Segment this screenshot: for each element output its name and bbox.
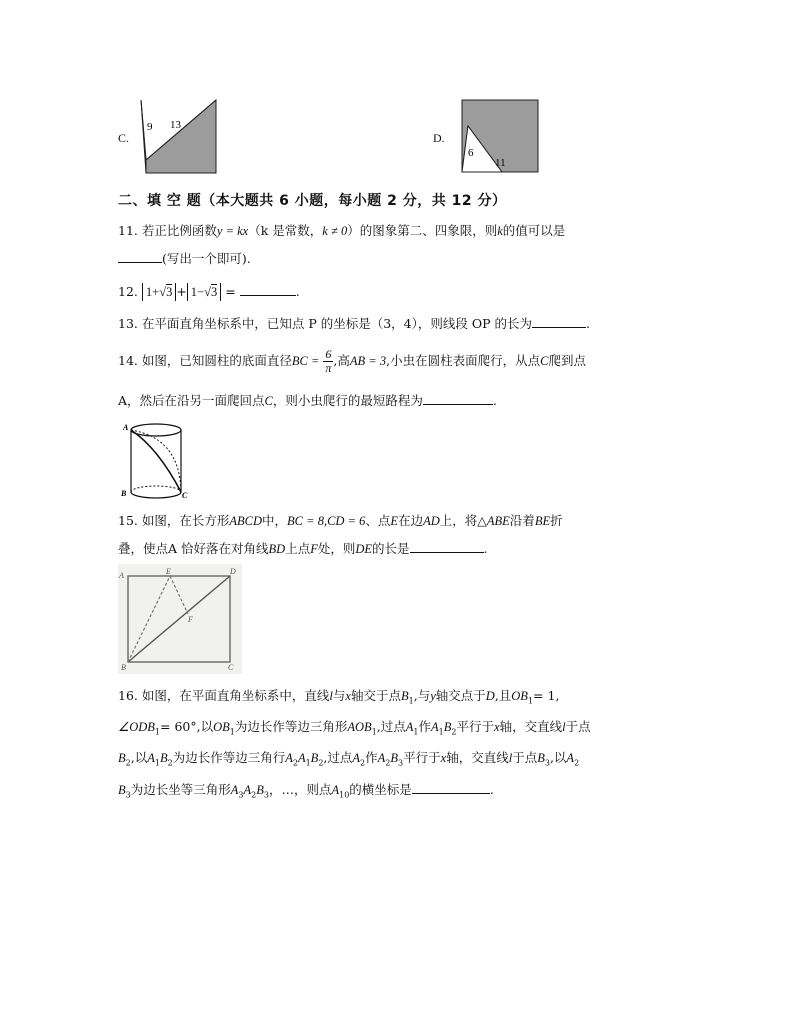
option-d-label: D. [433,131,445,145]
q15-number: 15. [118,513,138,528]
question-13: 13. 在平面直角坐标系中，已知点 P 的坐标是（3，4），则线段 OP 的长为 . [118,316,590,331]
rect-label-c: C [228,663,234,672]
figure-d [458,98,540,174]
question-16-line3: $B_2$,以$A_1B_2$为边长作等边三角行$A_2A_1B_2$,过点$A_2$作$A_2B_3$平行于x轴，交直线l于点$B_3$,以$A_2$ [118,750,580,768]
cylinder-figure [118,418,194,502]
rect-label-f: F [188,615,193,624]
q11-formula: y = kx [216,224,249,238]
question-16-line2: $\angle ODB_1= 60^\circ$,以$OB_1$为边长作等边三角形$AOB_1$,过点$A_1$作$A_1B_2$平行于x轴，交直线l于点 [118,719,591,737]
rect-label-a: A [119,571,124,580]
q13-number: 13. [118,316,138,331]
q11-text-1: 若正比例函数 [141,223,217,238]
q11-answer-blank[interactable] [118,250,162,263]
q12-number: 12. [118,284,138,299]
q11-number: 11. [118,223,138,238]
q12-abs-2: 1−√3 [187,283,221,301]
cylinder-label-a: A [123,423,129,432]
question-11 [118,222,565,240]
figure-c-shape [141,100,216,173]
q11-condition: k ≠ 0 [322,224,348,238]
q11-k: k [497,224,503,238]
question-15-line2: 叠，使点A 恰好落在对角线BD上点F处，则DE的长是 . [118,541,488,556]
cylinder-label-c: C [182,491,188,500]
question-14: 14. 如图，已知圆柱的底面直径BC = $\frac{6}{\pi}$ ,高AB = 3,小虫在圆柱表面爬行，从点C爬到点 [118,347,586,375]
q11-text-4: 的值可以是 [502,223,566,238]
question-12: 12. 1+√3 + 1−√3 = . [118,284,300,299]
q16-answer-blank[interactable] [412,781,490,794]
section-title: 二、填 空 题（本大题共 6 小题，每小题 2 分，共 12 分） [118,193,507,209]
figure-c-side-a: 9 [147,121,153,133]
rect-label-d: D [230,567,236,576]
rectangle-figure [118,564,242,674]
question-11-line2 [118,250,251,268]
q14-answer-blank[interactable] [423,392,493,405]
q14-text-1: 如图，已知圆柱的底面直径 [141,353,292,368]
rect-label-e: E [166,567,171,576]
figure-d-side-b: 11 [495,157,506,169]
rect-label-b: B [121,663,126,672]
q12-answer-blank[interactable] [240,283,296,296]
question-14-line2: A，然后在沿另一面爬回点C，则小虫爬行的最短路程为 . [118,393,497,408]
q13-answer-blank[interactable] [532,315,586,328]
figure-c [138,98,218,175]
q14-number: 14. [118,353,138,368]
q14-bc: BC = [291,354,320,368]
figure-c-side-b: 13 [170,119,181,131]
option-c-label: C. [118,131,130,145]
question-16-line4: $B_3$为边长坐等三角形$A_3A_2B_3$，…，则点$A_{10}$的横坐标是 . [118,782,494,800]
q12-abs-1: 1+√3 [142,283,176,301]
q11-text-2: （k 是常数， [248,223,323,238]
q14-fraction: $\frac{6}{\pi}$ [325,347,332,375]
question-16: 16. 如图，在平面直角坐标系中，直线l与x轴交于点$B_1$,与y轴交点于D,且$OB_1= 1$, [118,688,560,706]
q15-answer-blank[interactable] [410,540,484,553]
q12-equals: = [225,284,236,299]
q11-text-3: ）的图象第二、四象限，则 [347,223,498,238]
q11-text-5: (写出一个即可). [162,251,251,266]
q13-text: 在平面直角坐标系中，已知点 P 的坐标是（3，4），则线段 OP 的长为 [141,316,532,331]
q14-ab: AB = 3 [349,354,387,368]
figure-d-side-a: 6 [468,147,474,159]
question-15: 15. 如图，在长方形ABCD中，BC = 8,CD = 6、点E在边AD上，将△ABE沿着BE折 [118,513,563,528]
q16-number: 16. [118,688,138,703]
cylinder-label-b: B [121,489,127,498]
